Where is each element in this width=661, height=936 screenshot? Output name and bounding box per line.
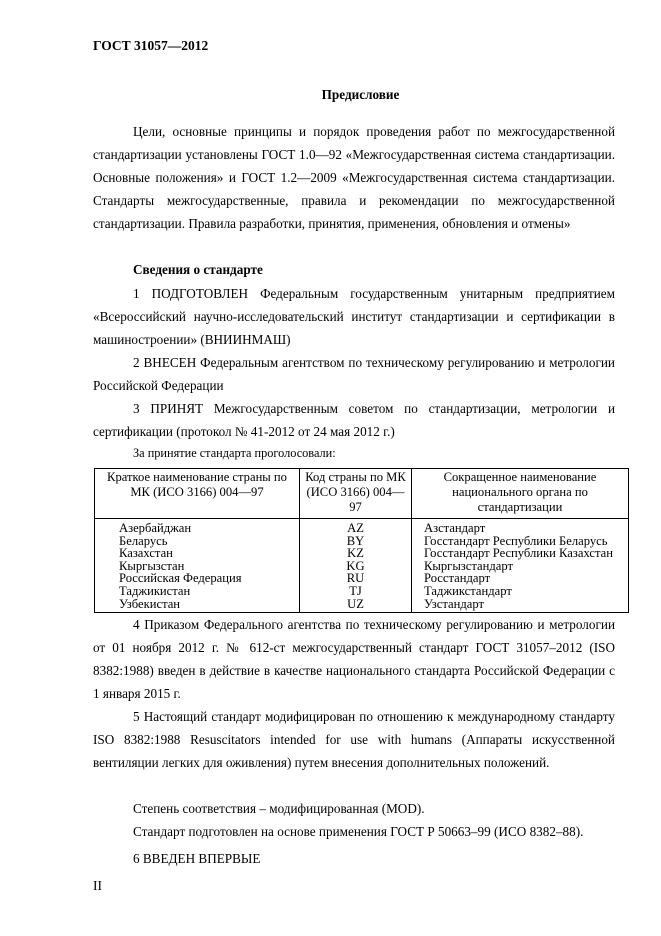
- country-name: Азербайджан: [95, 519, 300, 535]
- basis-statement: Стандарт подготовлен на основе применения ГОСТ Р 50663–99 (ИСО 8382–88).: [133, 824, 584, 839]
- country-name: Российская Федерация: [95, 572, 300, 585]
- item-4-paragraph: 4 Приказом Федерального агентства по техническому регулированию и метрологии от 01 ноября 2012 г. № 612-ст межгосударственный стандарт ГОСТ 31057–2012 (ISO 8382:1988) введен в действие в качестве национального стандарта Российской Федерации с 1 января 2015 г.: [93, 617, 615, 701]
- standards-body: Кыргызстандарт: [412, 560, 629, 573]
- standards-body: Таджикстандарт: [412, 585, 629, 598]
- vote-table: [94, 468, 629, 613]
- page-number: II: [93, 878, 102, 893]
- vote-table-header-row: [95, 469, 629, 519]
- item-1-paragraph: 1 ПОДГОТОВЛЕН Федеральным государственным унитарным предприятием «Всероссийский научно-исследовательский институт стандартизации и сертификации в машиностроении» (ВНИИНМАШ): [93, 286, 615, 347]
- country-name: Кыргызстан: [95, 560, 300, 573]
- section-heading: Сведения о стандарте: [133, 262, 263, 277]
- country-name: Таджикистан: [95, 585, 300, 598]
- table-row: [95, 519, 629, 535]
- intro-paragraph: Цели, основные принципы и порядок проведения работ по межгосударственной стандартизации установлены ГОСТ 1.0—92 «Межгосударственная система стандартизации. Основные положения» и ГОСТ 1.2—2009 «Межгосударственная система стандартизации. Стандарты межгосударственные, правила и рекомендации по межгосударственной стандартизации. Правила разработки, принятия, применения, обновления и отмены»: [93, 124, 615, 231]
- table-row: [95, 598, 629, 613]
- country-name: Казахстан: [95, 547, 300, 560]
- standards-body: Госстандарт Республики Беларусь: [412, 535, 629, 548]
- item-6-line: 6 ВВЕДЕН ВПЕРВЫЕ: [133, 851, 261, 866]
- item-5-paragraph: 5 Настоящий стандарт модифицирован по отношению к международному стандарту ISO 8382:1988 Resuscitators intended for use with humans (Аппараты искусственной вентиляции легких для оживления) путем внесения дополнительных положений.: [93, 709, 615, 770]
- table-row: [95, 547, 629, 560]
- standards-body: Узстандарт: [412, 598, 629, 613]
- country-code: AZ: [300, 519, 412, 535]
- table-row: [95, 585, 629, 598]
- conformity-degree: Степень соответствия – модифицированная (MOD).: [133, 801, 425, 816]
- standards-body: Росстандарт: [412, 572, 629, 585]
- standards-body: Азстандарт: [412, 519, 629, 535]
- country-code: RU: [300, 572, 412, 585]
- header-country-name: Краткое наименование страны по МК (ИСО 3166) 004—97: [95, 469, 300, 519]
- country-code: UZ: [300, 598, 412, 613]
- document-id: ГОСТ 31057—2012: [93, 38, 209, 53]
- country-name: Узбекистан: [95, 598, 300, 613]
- header-country-code: Код страны по МК (ИСО 3166) 004—97: [300, 469, 412, 519]
- country-code: KZ: [300, 547, 412, 560]
- standards-body: Госстандарт Республики Казахстан: [412, 547, 629, 560]
- country-code: BY: [300, 535, 412, 548]
- header-standards-body: Сокращенное наименование национального органа по стандартизации: [412, 469, 629, 519]
- page-title: Предисловие: [321, 87, 400, 102]
- item-3-paragraph: 3 ПРИНЯТ Межгосударственным советом по стандартизации, метрологии и сертификации (протокол № 41-2012 от 24 мая 2012 г.): [93, 401, 615, 439]
- country-name: Беларусь: [95, 535, 300, 548]
- country-code: KG: [300, 560, 412, 573]
- vote-caption: За принятие стандарта проголосовали:: [133, 446, 336, 460]
- country-code: TJ: [300, 585, 412, 598]
- item-2-paragraph: 2 ВНЕСЕН Федеральным агентством по техническому регулированию и метрологии Российской Федерации: [93, 355, 615, 393]
